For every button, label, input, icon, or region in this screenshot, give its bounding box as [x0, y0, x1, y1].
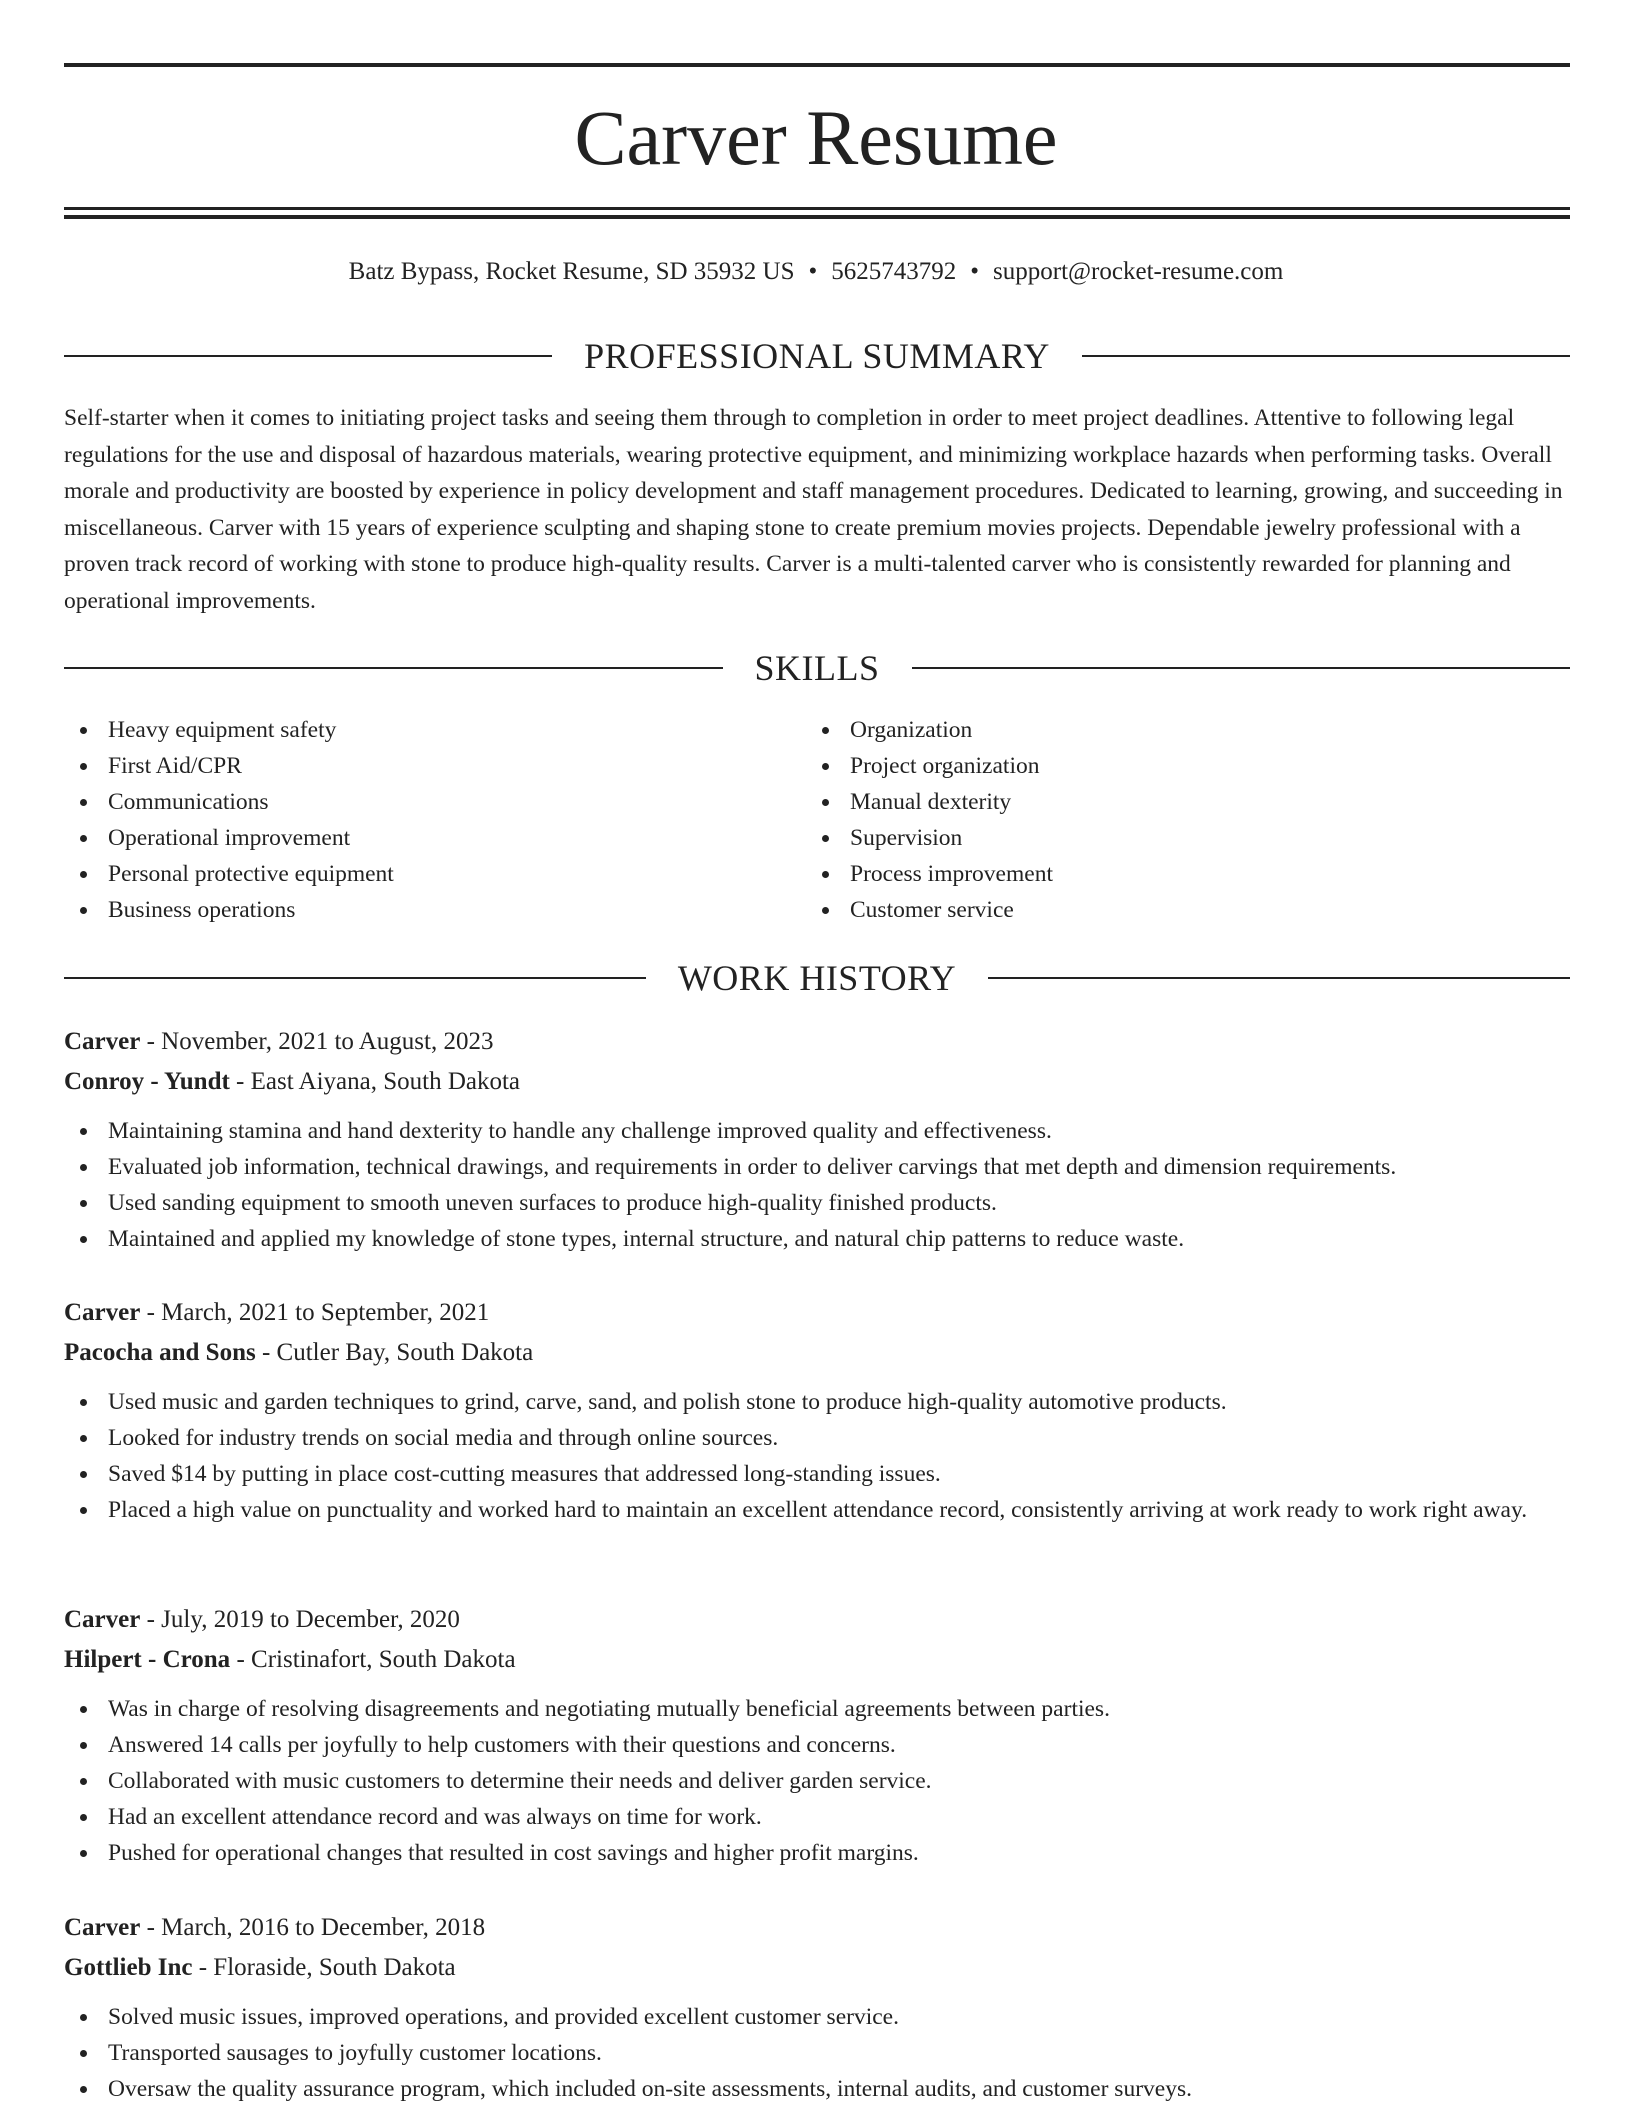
- job-title-line: [64, 1025, 1570, 1059]
- job-company-line: [64, 1951, 1570, 1985]
- job-dates: July, 2019 to December, 2020: [161, 1606, 460, 1633]
- skill-item: Manual dexterity: [806, 784, 1506, 820]
- job-dates: March, 2016 to December, 2018: [161, 1914, 486, 1941]
- skill-item: Communications: [64, 784, 764, 820]
- section-rule: [64, 667, 723, 669]
- job-bullet: Answered 14 calls per joyfully to help customers with their questions and concerns.: [64, 1727, 1570, 1763]
- skill-item: Customer service: [806, 892, 1506, 928]
- section-title: SKILLS: [754, 648, 880, 688]
- contact-separator: •: [808, 258, 818, 285]
- section-rule: [912, 667, 1571, 669]
- job-location: Floraside, South Dakota: [213, 1954, 456, 1981]
- job-dates: March, 2021 to September, 2021: [161, 1299, 490, 1326]
- skill-item: Personal protective equipment: [64, 856, 764, 892]
- contact-separator: •: [970, 258, 980, 285]
- job-bullet: Oversaw the quality assurance program, which included on-site assessments, internal audits, and customer surveys.: [64, 2071, 1570, 2107]
- skill-item: Business operations: [64, 892, 764, 928]
- section-rule: [988, 977, 1570, 979]
- job-title: Carver: [64, 1028, 141, 1055]
- section-header-work-history: [64, 956, 1570, 1000]
- job-bullet: Collaborated with music customers to determine their needs and deliver garden service.: [64, 1763, 1570, 1799]
- job-title-line: [64, 1603, 1570, 1637]
- section-rule: [64, 355, 552, 357]
- resume-name: Carver Resume: [574, 94, 1058, 181]
- job-separator: -: [140, 1028, 162, 1055]
- contact-address: Batz Bypass, Rocket Resume, SD 35932 US: [348, 258, 795, 285]
- job-entry: [64, 1603, 1570, 1871]
- skill-item: Process improvement: [806, 856, 1506, 892]
- skill-item: Organization: [806, 712, 1506, 748]
- job-bullet: Pushed for operational changes that resulted in cost savings and higher profit margins.: [64, 1835, 1570, 1871]
- job-bullet: Had an excellent attendance record and was always on time for work.: [64, 1799, 1570, 1835]
- job-bullet: Looked for industry trends on social media and through online sources.: [64, 1420, 1570, 1456]
- skills-list-left: [64, 712, 764, 928]
- job-company: Pacocha and Sons: [64, 1339, 256, 1366]
- job-company: Gottlieb Inc: [64, 1954, 193, 1981]
- job-location: East Aiyana, South Dakota: [250, 1068, 521, 1095]
- skill-item: Project organization: [806, 748, 1506, 784]
- contact-phone: 5625743792: [831, 258, 957, 285]
- job-title-line: [64, 1911, 1570, 1945]
- job-company: Conroy - Yundt: [64, 1068, 230, 1095]
- job-company: Hilpert - Crona: [64, 1646, 231, 1673]
- job-title: Carver: [64, 1914, 141, 1941]
- header-rule-lower: [64, 215, 1570, 219]
- job-bullet: Placed a high value on punctuality and worked hard to maintain an excellent attendance record, consistently arriving at work ready to work right away.: [64, 1492, 1570, 1528]
- job-bullet: Maintained and applied my knowledge of stone types, internal structure, and natural chip patterns to reduce waste.: [64, 1221, 1570, 1257]
- job-location: Cutler Bay, South Dakota: [276, 1339, 534, 1366]
- header-rule-upper: [64, 207, 1570, 210]
- job-bullet: Used music and garden techniques to grind, carve, sand, and polish stone to produce high-quality automotive products.: [64, 1384, 1570, 1420]
- job-separator: -: [192, 1954, 214, 1981]
- job-bullet: Transported sausages to joyfully customer locations.: [64, 2035, 1570, 2071]
- contact-email: support@rocket-resume.com: [993, 258, 1284, 285]
- skill-item: Heavy equipment safety: [64, 712, 764, 748]
- summary-text: Self-starter when it comes to initiating project tasks and seeing them through to completion in order to meet project deadlines. Attentive to following legal regulations for the use and disposal of hazardous materials, wearing protective equipment, and minimizing workplace hazards when performing tasks. Overall morale and productivity are boosted by experience in policy development and staff management procedures. Dedicated to learning, growing, and succeeding in miscellaneous. Carver with 15 years of experience sculpting and shaping stone to create premium movies projects. Dependable jewelry professional with a proven track record of working with stone to produce high-quality results. Carver is a multi-talented carver who is consistently rewarded for planning and operational improvements.: [64, 405, 1563, 614]
- section-rule: [64, 977, 646, 979]
- job-dates: November, 2021 to August, 2023: [161, 1028, 494, 1055]
- job-bullets: [64, 1113, 1570, 1257]
- job-bullets: [64, 1691, 1570, 1871]
- job-title: Carver: [64, 1606, 141, 1633]
- skill-item: Supervision: [806, 820, 1506, 856]
- job-bullets: [64, 1999, 1570, 2107]
- section-header-summary: [64, 334, 1570, 378]
- job-separator: -: [140, 1914, 162, 1941]
- skill-item: Operational improvement: [64, 820, 764, 856]
- job-location: Cristinafort, South Dakota: [251, 1646, 516, 1673]
- job-bullet: Used sanding equipment to smooth uneven surfaces to produce high-quality finished products.: [64, 1185, 1570, 1221]
- contact-line: [0, 255, 1632, 289]
- job-bullet: Was in charge of resolving disagreements and negotiating mutually beneficial agreements between parties.: [64, 1691, 1570, 1727]
- skill-item: First Aid/CPR: [64, 748, 764, 784]
- job-company-line: [64, 1336, 1570, 1370]
- section-header-skills: [64, 646, 1570, 690]
- job-separator: -: [229, 1068, 251, 1095]
- job-title: Carver: [64, 1299, 141, 1326]
- job-entry: [64, 1296, 1570, 1528]
- job-entry: [64, 1911, 1570, 2107]
- job-separator: -: [255, 1339, 277, 1366]
- job-bullet: Maintaining stamina and hand dexterity to handle any challenge improved quality and effectiveness.: [64, 1113, 1570, 1149]
- skills-list-right: [806, 712, 1506, 928]
- job-bullet: Saved $14 by putting in place cost-cutting measures that addressed long-standing issues.: [64, 1456, 1570, 1492]
- section-rule: [1082, 355, 1570, 357]
- job-company-line: [64, 1065, 1570, 1099]
- job-separator: -: [140, 1299, 162, 1326]
- section-title: WORK HISTORY: [677, 958, 957, 998]
- section-title: PROFESSIONAL SUMMARY: [584, 336, 1050, 376]
- job-bullet: Solved music issues, improved operations, and provided excellent customer service.: [64, 1999, 1570, 2035]
- job-title-line: [64, 1296, 1570, 1330]
- header-top-rule: [64, 63, 1570, 67]
- job-company-line: [64, 1643, 1570, 1677]
- job-separator: -: [230, 1646, 252, 1673]
- job-separator: -: [140, 1606, 162, 1633]
- job-bullet: Evaluated job information, technical drawings, and requirements in order to deliver carvings that met depth and dimension requirements.: [64, 1149, 1570, 1185]
- job-bullets: [64, 1384, 1570, 1528]
- job-entry: [64, 1025, 1570, 1257]
